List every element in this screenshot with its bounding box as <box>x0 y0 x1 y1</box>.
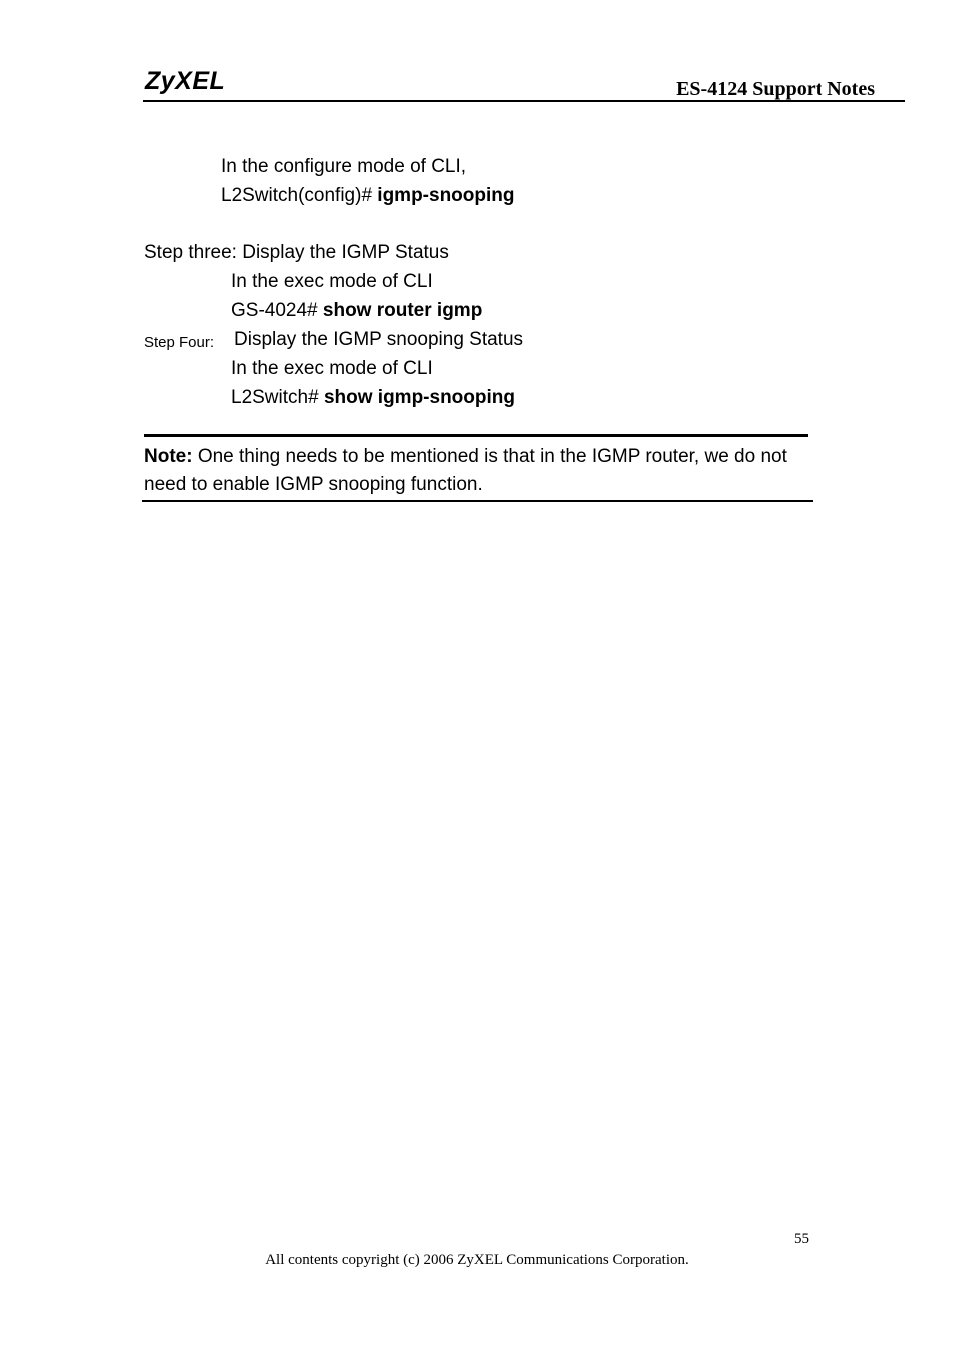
step-four-command-line <box>231 386 515 410</box>
note-label: Note: <box>144 446 193 467</box>
note-text: One thing needs to be mentioned is that in the IGMP router, we do not need to enable IGMP snooping function. <box>144 446 787 495</box>
step-three-command-line <box>231 299 482 323</box>
header-divider <box>143 100 905 102</box>
step-four-heading: Display the IGMP snooping Status <box>234 329 524 350</box>
note-box <box>144 443 814 499</box>
config-command-line <box>221 184 515 208</box>
document-title: ES-4124 Support Notes <box>676 78 875 100</box>
step-four-mode: In the exec mode of CLI <box>231 358 433 379</box>
page-number: 55 <box>794 1231 809 1247</box>
config-mode-instruction: In the configure mode of CLI, <box>221 156 467 177</box>
cli-command: show router igmp <box>322 300 483 321</box>
step-three-mode: In the exec mode of CLI <box>231 271 433 292</box>
cli-command: igmp-snooping <box>377 185 515 206</box>
cli-prompt: GS-4024# <box>231 300 323 321</box>
cli-command: show igmp-snooping <box>323 387 515 408</box>
step-three-heading: Step three: Display the IGMP Status <box>144 242 449 263</box>
cli-prompt: L2Switch(config)# <box>221 185 378 206</box>
step-four-label: Step Four: <box>144 334 215 351</box>
cli-prompt: L2Switch# <box>231 387 324 408</box>
copyright-footer: All contents copyright (c) 2006 ZyXEL Communications Corporation. <box>265 1252 689 1268</box>
note-top-divider <box>144 434 808 437</box>
zyxel-logo: ZyXEL <box>145 67 226 95</box>
note-bottom-divider <box>142 500 813 502</box>
